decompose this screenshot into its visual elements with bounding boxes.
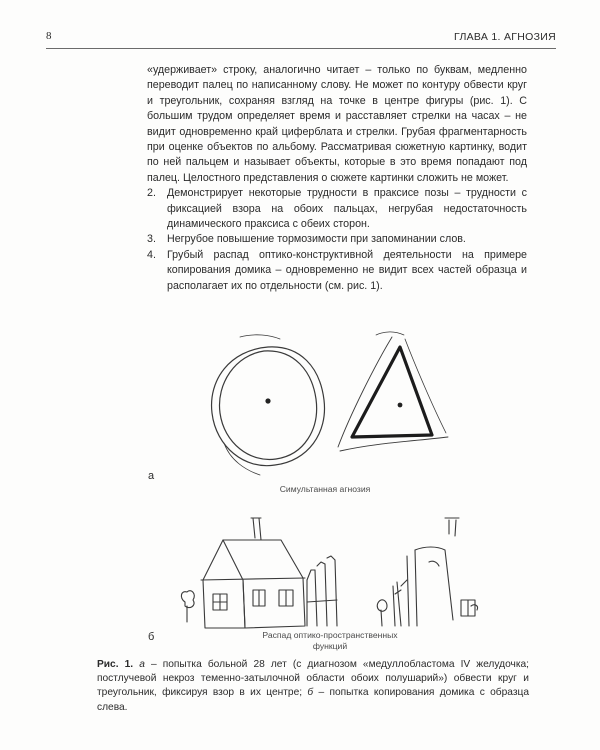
numbered-list (147, 186, 527, 294)
page-number: 8 (46, 30, 52, 42)
panel-b-caption: Распад оптико-пространственных функций (262, 630, 398, 651)
figure-a-drawing (200, 325, 450, 490)
list-item (147, 248, 527, 294)
house-copy (377, 518, 477, 626)
caption-part-b-letter: б (307, 687, 314, 699)
panel-a-letter: а (148, 470, 155, 482)
list-item-number: 4. (147, 248, 156, 261)
list-item-text: Демонстрирует некоторые трудности в праксисе позы – трудности с фиксацией взора на обоих пальцах, негрубая недостаточность динамического праксиса с обеих сторон. (167, 187, 527, 231)
caption-part-a-text: – попытка больной 28 лет (с диагнозом «медуллобластома IV желудочка; постлучевой некроз теменно-затылочной области обоих полушарий») обвести круг и треугольник, фиксируя взор в их центре; (97, 659, 529, 699)
list-item-number: 2. (147, 187, 156, 200)
caption-part-a-letter: а (139, 659, 145, 670)
triangle-tracing (338, 332, 448, 451)
intro-paragraph: «удерживает» строку, аналогично читает – только по буквам, медленно переводит палец по написанному слову. Не может по контуру обвести круг и треугольник, сохраняя взгляд на точке в центре фигуры (рис. 1). С большим трудом определяет время и расставляет стрелки на часах – не видит одновременно край циферблата и стрелки. Грубая фрагментарность при оценке объектов по альбому. Рассматривая сюжетную картинку, водит по ней пальцем и называет объекты, которые в это время попадают под палец. Целостного представления о сюжете картинки сложить не может. (147, 64, 527, 184)
panel-b-letter: б (148, 631, 155, 643)
list-item (147, 232, 527, 247)
caption-label: Рис. 1. (97, 659, 134, 670)
list-item-text: Негрубое повышение тормозимости при запоминании слов. (167, 233, 466, 246)
list-item-number: 3. (147, 233, 156, 246)
chapter-title: ГЛАВА 1. АГНОЗИЯ (454, 31, 556, 43)
list-item (147, 186, 527, 232)
figure-b-drawing (175, 510, 515, 635)
list-item-text: Грубый распад оптико-конструктивной деятельности на примере копирования домика – одновременно не видит всех частей образца и располагает их по отдельности (см. рис. 1). (167, 248, 527, 292)
body-text (147, 63, 527, 294)
circle-center-dot (265, 398, 270, 403)
figure-caption (97, 658, 529, 715)
running-header (46, 30, 556, 49)
house-model (181, 518, 337, 628)
panel-a-caption: Симультанная агнозия (279, 484, 371, 494)
triangle-center-dot (398, 403, 403, 408)
circle-tracing (212, 335, 325, 475)
caption-part-b-text: – попытка копирования домика с образца слева. (97, 687, 530, 713)
